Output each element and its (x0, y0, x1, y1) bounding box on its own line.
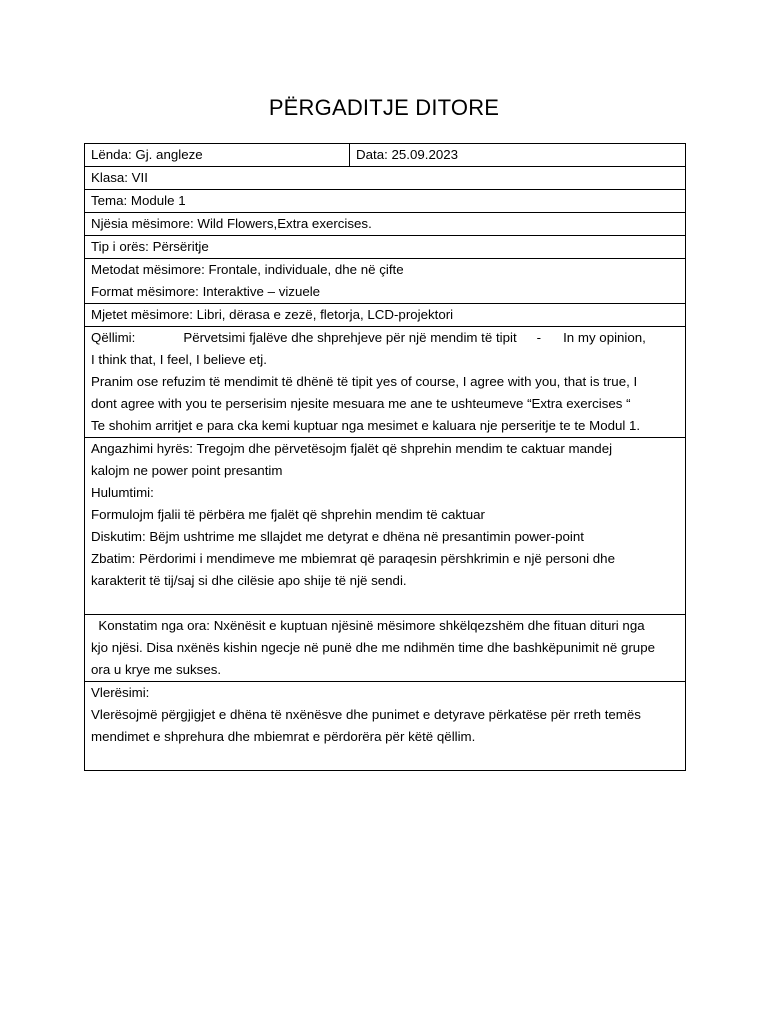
objective-line: Pranim ose refuzim të mendimit të dhënë të tipit yes of course, I agree with you, that is true, I (91, 374, 638, 389)
objective-cell (85, 327, 686, 438)
date-cell: Data: 25.09.2023 (350, 144, 686, 167)
assessment-line: Vlerësojmë përgjigjet e dhëna të nxënësve dhe punimet e detyrave përkatëse për rreth temës (91, 707, 641, 722)
lesson-plan-table (84, 143, 686, 771)
table-row (85, 213, 686, 236)
table-row (85, 682, 686, 771)
activities-line: kalojm ne power point presantim (91, 463, 283, 478)
objective-label: Qëllimi: (91, 330, 136, 345)
objective-line: Te shohim arritjet e para cka kemi kuptuar nga mesimet e kaluara nje perseritje te te Modul 1. (91, 418, 641, 433)
class-cell: Klasa: VII (85, 167, 686, 190)
objective-dash: - (536, 330, 542, 345)
activities-line: Zbatim: Përdorimi i mendimeve me mbiemrat që paraqesin përshkrimin e një personi dhe (91, 551, 615, 566)
assessment-line: Vlerësimi: (91, 685, 150, 700)
observation-line: Konstatim nga ora: Nxënësit e kuptuan njësinë mësimore shkëlqezshëm dhe fituan dituri nga (91, 618, 645, 633)
topic-cell: Tema: Module 1 (85, 190, 686, 213)
table-row (85, 304, 686, 327)
format-text: Format mësimore: Interaktive – vizuele (91, 284, 321, 299)
observation-line: kjo njësi. Disa nxënës kishin ngecje në punë dhe me ndihmën time dhe bashkëpunimit në grupe (91, 640, 655, 655)
methods-cell (85, 259, 686, 304)
table-row (85, 190, 686, 213)
activities-line: Formulojm fjalii të përbëra me fjalët që shprehin mendim të caktuar (91, 507, 485, 522)
lesson-type-cell: Tip i orës: Përsëritje (85, 236, 686, 259)
page-title: PËRGADITJE DITORE (268, 95, 500, 120)
objective-line (91, 327, 679, 349)
activities-line: karakterit të tij/saj si dhe cilësie apo shije të një sendi. (91, 573, 407, 588)
objective-text: Përvetsimi fjalëve dhe shprehjeve për një mendim të tipit (183, 330, 517, 345)
table-row (85, 438, 686, 615)
table-row (85, 144, 686, 167)
activities-cell (85, 438, 686, 615)
unit-cell: Njësia mësimore: Wild Flowers,Extra exercises. (85, 213, 686, 236)
methods-text: Metodat mësimore: Frontale, individuale, dhe në çifte (91, 262, 404, 277)
table-row (85, 259, 686, 304)
objective-text-2: In my opinion, (563, 330, 646, 345)
table-row (85, 327, 686, 438)
tools-cell: Mjetet mësimore: Libri, dërasa e zezë, fletorja, LCD-projektori (85, 304, 686, 327)
table-row (85, 167, 686, 190)
table-row (85, 615, 686, 682)
objective-line: I think that, I feel, I believe etj. (91, 352, 267, 367)
assessment-cell (85, 682, 686, 771)
observation-line: ora u krye me sukses. (91, 662, 222, 677)
observation-cell (85, 615, 686, 682)
activities-line: Diskutim: Bëjm ushtrime me sllajdet me detyrat e dhëna në presantimin power-point (91, 529, 584, 544)
objective-line: dont agree with you te perserisim njesite mesuara me ane te ushteumeve “Extra exercises “ (91, 396, 631, 411)
assessment-line: mendimet e shprehura dhe mbiemrat e përdorëra për këtë qëllim. (91, 729, 476, 744)
table-row (85, 236, 686, 259)
subject-cell: Lënda: Gj. angleze (85, 144, 350, 167)
activities-line: Hulumtimi: (91, 485, 154, 500)
activities-line: Angazhimi hyrës: Tregojm dhe përvetësojm fjalët që shprehin mendim te caktuar mandej (91, 441, 613, 456)
